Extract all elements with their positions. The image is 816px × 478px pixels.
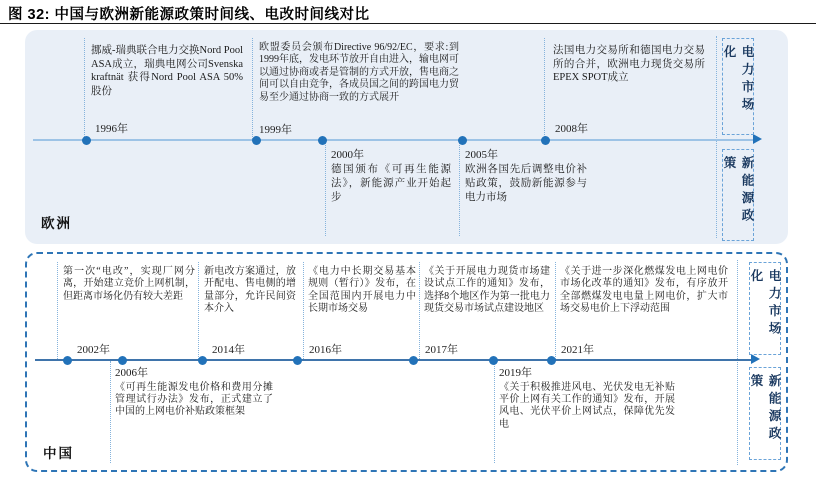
china-event-2019-text: 《关于积极推进风电、光伏发电无补贴平价上网有关工作的通知》发布，开展风电、光伏平价上网试点，保障优先发电 [499, 381, 675, 430]
china-event-2006 [115, 367, 273, 419]
guide-line [110, 361, 111, 463]
guide-line [459, 141, 460, 236]
guide-line [198, 262, 199, 359]
timeline-dot-2006 [118, 356, 127, 365]
china-event-2016-text: 《电力中长期交易基本规则（暂行）》发布，在全国范围内开展电力中长期市场交易 [308, 266, 416, 315]
china-event-2021-year: 2021年 [561, 344, 594, 356]
europe-event-2008-text: 法国电力交易所和德国电力交易所的合并，欧洲电力现货交易所EPEX SPOT成立 [553, 45, 705, 84]
guide-line [252, 38, 253, 139]
europe-timeline [33, 139, 755, 141]
figure-title: 图 32: 中国与欧洲新能源政策时间线、电改时间线对比 [8, 7, 370, 23]
timeline-dot-2021 [547, 356, 556, 365]
europe-label: 欧洲 [41, 216, 72, 231]
guide-line [84, 38, 85, 139]
guide-line [303, 262, 304, 359]
europe-event-1996-text: 挪威-瑞典联合电力交换Nord Pool ASA成立，瑞典电网公司Svenska kraftnät 获得Nord Pool ASA 50%股份 [91, 45, 243, 97]
china-side-label-policy: 新能源政策 [749, 367, 781, 460]
china-event-2016-year: 2016年 [309, 344, 342, 356]
europe-event-2000-text: 德国颁布《可再生能源法》，新能源产业开始起步 [331, 164, 451, 203]
china-event-2006-year: 2006年 [115, 367, 148, 379]
europe-event-2005 [465, 148, 587, 204]
guide-line [716, 36, 717, 238]
europe-panel [25, 30, 788, 244]
timeline-dot-2017 [409, 356, 418, 365]
europe-event-1999-year: 1999年 [259, 124, 292, 136]
europe-event-1996-year: 1996年 [95, 123, 128, 135]
timeline-dot-2016 [293, 356, 302, 365]
europe-event-2005-year: 2005年 [465, 149, 498, 161]
timeline-dot-2019 [489, 356, 498, 365]
china-side-label-market: 电力市场化 [749, 262, 781, 355]
europe-event-2000 [331, 148, 451, 204]
timeline-dot-2008 [541, 136, 550, 145]
china-timeline [35, 359, 753, 361]
europe-event-2005-text: 欧洲各国先后调整电价补贴政策，鼓励新能源参与电力市场 [465, 164, 587, 203]
guide-line [555, 262, 556, 359]
guide-line [57, 262, 58, 359]
europe-timeline-arrowhead-icon [753, 134, 762, 144]
timeline-dot-2000 [318, 136, 327, 145]
guide-line [737, 260, 738, 465]
timeline-dot-1996 [82, 136, 91, 145]
europe-side-label-market: 电力市场化 [722, 38, 754, 135]
europe-event-2008-year: 2008年 [555, 123, 588, 135]
china-event-2019-year: 2019年 [499, 367, 532, 379]
china-label: 中国 [43, 446, 74, 461]
timeline-dot-2005 [458, 136, 467, 145]
china-event-2014-text: 新电改方案通过，放开配电、售电侧的增量部分，允许民间资本介入 [204, 266, 296, 315]
timeline-dot-2014 [198, 356, 207, 365]
guide-line [325, 141, 326, 236]
china-event-2006-text: 《可再生能源发电价格和费用分摊管理试行办法》发布，正式建立了中国的上网电价补贴政策框架 [115, 381, 273, 418]
china-panel [25, 252, 788, 472]
guide-line [544, 38, 545, 139]
guide-line [494, 361, 495, 463]
china-event-2021-text: 《关于进一步深化燃煤发电上网电价市场化改革的通知》发布，有序放开全部燃煤发电电量上网电价，扩大市场交易电价上下浮动范围 [560, 266, 728, 315]
europe-side-label-policy: 新能源政策 [722, 149, 754, 241]
china-timeline-arrowhead-icon [751, 354, 760, 364]
timeline-dot-2002 [63, 356, 72, 365]
europe-event-1999-text: 欧盟委员会颁布Directive 96/92/EC，要求:到1999年底，发电环节放开自由进入，输电网可以通过协商或者是管制的方式开放，售电商之间可以自由竞争，各成员国之间的跨国电力贸易至少通过协商一致的方式展开 [259, 42, 459, 103]
europe-event-2000-year: 2000年 [331, 149, 364, 161]
china-event-2017-year: 2017年 [425, 344, 458, 356]
china-event-2019 [499, 367, 675, 431]
china-event-2017-text: 《关于开展电力现货市场建设试点工作的通知》发布，选择8个地区作为第一批电力现货交易市场试点建设地区 [424, 266, 550, 315]
guide-line [419, 262, 420, 359]
title-divider [0, 23, 816, 24]
china-event-2002-year: 2002年 [77, 344, 110, 356]
china-event-2014-year: 2014年 [212, 344, 245, 356]
china-event-2002-text: 第一次“电改”，实现厂网分离，开始建立竞价上网机制，但距离市场化仍有较大差距 [63, 266, 195, 302]
